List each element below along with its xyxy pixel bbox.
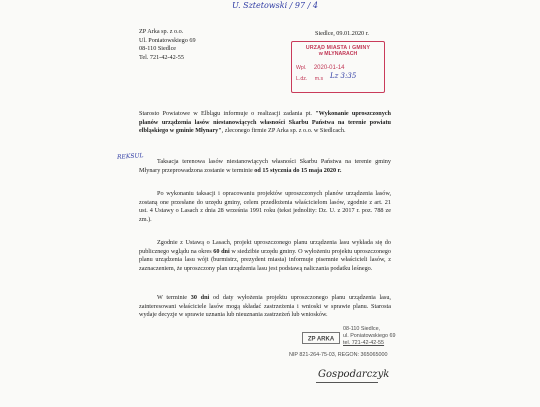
paragraph-objections-text: W terminie xyxy=(157,294,191,301)
receipt-stamp-ldz-value: m.s xyxy=(314,76,324,82)
paragraph-public-display-text: Zgodnie z Ustawą o Lasach, projekt uproszczonego planu urządzenia lasu wykłada się do publicznego wglądu na okres xyxy=(139,239,391,255)
receipt-stamp-date-row xyxy=(296,65,345,71)
sender-phone: Tel. 721-42-42-55 xyxy=(139,53,184,61)
paragraph-taxation xyxy=(139,158,391,175)
receipt-stamp-town: w MLYNARACH xyxy=(318,51,358,57)
sender-street: Ul. Poniatowskiego 69 xyxy=(139,36,196,44)
company-stamp-address xyxy=(343,326,395,347)
objection-period: 30 dni xyxy=(190,294,210,301)
company-stamp-phone: tel. 721-42-42-55 xyxy=(343,340,385,346)
paragraph-submission: Po wykonaniu taksacji i opracowaniu projektów uproszczonych planów urządzenia lasów, zostaną one przesłane do urzędu gminy, celem przedłożenia właścicielom lasów, zgodnie z art. 21 ust. 4 Ustawy o Lasach z dnia 28 września 1991 roku (tekst jednolity: Dz. U. z 2017 r. poz. 788 ze zm.). xyxy=(139,190,391,223)
company-stamp-city: 08-110 Siedlce, xyxy=(343,326,381,332)
paragraph-intro xyxy=(139,110,391,136)
paragraph-objections xyxy=(139,294,391,320)
receipt-stamp-wpl-label: Wpl. xyxy=(296,65,307,71)
receipt-stamp-ldz-row xyxy=(296,76,323,82)
company-logo xyxy=(302,332,340,344)
company-stamp-registration: NIP 821-264-75-03, REGON: 365065000 xyxy=(289,352,388,358)
sender-address xyxy=(139,28,196,62)
signature-underline xyxy=(316,382,378,383)
handwritten-signature: Gospodarczyk xyxy=(318,369,390,380)
receipt-stamp-handwriting: Lz 3:35 xyxy=(330,72,357,80)
handwritten-margin-note: REKSUL xyxy=(116,152,144,161)
display-period: 60 dni xyxy=(213,247,230,255)
paragraph-public-display-tail: w siedzibie urzędu gminy. O wyłożeniu projektu uproszczonego planu urządzenia lasu wójt (burmistrz, prezydent miasta) informuje pisemnie właścicieli lasów, z zaznaczeniem, że uproszczony plan urządzenia lasu jest podstawą naliczania podatku leśnego. xyxy=(139,247,391,272)
sender-city: 08-110 Siedlce xyxy=(139,45,177,53)
project-title: "Wykonanie uproszczonych planów urządzenia lasów niestanowiących własności Skarbu Państwa na terenie powiatu elbląskiego w gminie Młynary" xyxy=(139,110,391,135)
handwritten-top-note: U. Sztetowski / 97 / 4 xyxy=(232,1,318,10)
paragraph-objections-tail: od daty wyłożenia projektu uproszczonego planu urządzenia lasu, zainteresowani właściciele lasów mogą składać zastrzeżenia i wnioski w sprawie planu. Starosta wydaje decyzje w sprawie uznania lub nieuznania zastrzeżeń lub wniosków. xyxy=(139,294,391,319)
paragraph-intro-tail: , zleconego firmie ZP Arka sp. z o.o. w Siedlcach. xyxy=(221,127,346,135)
company-stamp-street: ul. Poniatowskiego 69 xyxy=(343,333,396,339)
paragraph-taxation-text: Taksacja terenowa lasów niestanowiących własności Skarbu Państwa na terenie gminy Młynary przeprowadzona zostanie w terminie xyxy=(139,158,391,174)
receipt-stamp-date: 2020-01-14 xyxy=(313,65,345,71)
sender-company: ZP Arka sp. z o.o. xyxy=(139,28,184,35)
place-date: Siedlce, 09.01.2020 r. xyxy=(315,30,369,37)
paragraph-intro-text: Starosto Powiatowe w Elblągu informuje o realizacji zadania pt. xyxy=(139,110,316,117)
paragraph-public-display xyxy=(139,239,391,273)
receipt-stamp-ldz-label: L.dz. xyxy=(296,76,308,82)
taxation-period: od 15 stycznia do 15 maja 2020 r. xyxy=(254,166,342,174)
receipt-stamp xyxy=(291,41,385,93)
receipt-stamp-office: URZĄD MIASTA i GMINY xyxy=(305,45,371,51)
company-logo-text: ZP ARKA xyxy=(307,336,335,343)
